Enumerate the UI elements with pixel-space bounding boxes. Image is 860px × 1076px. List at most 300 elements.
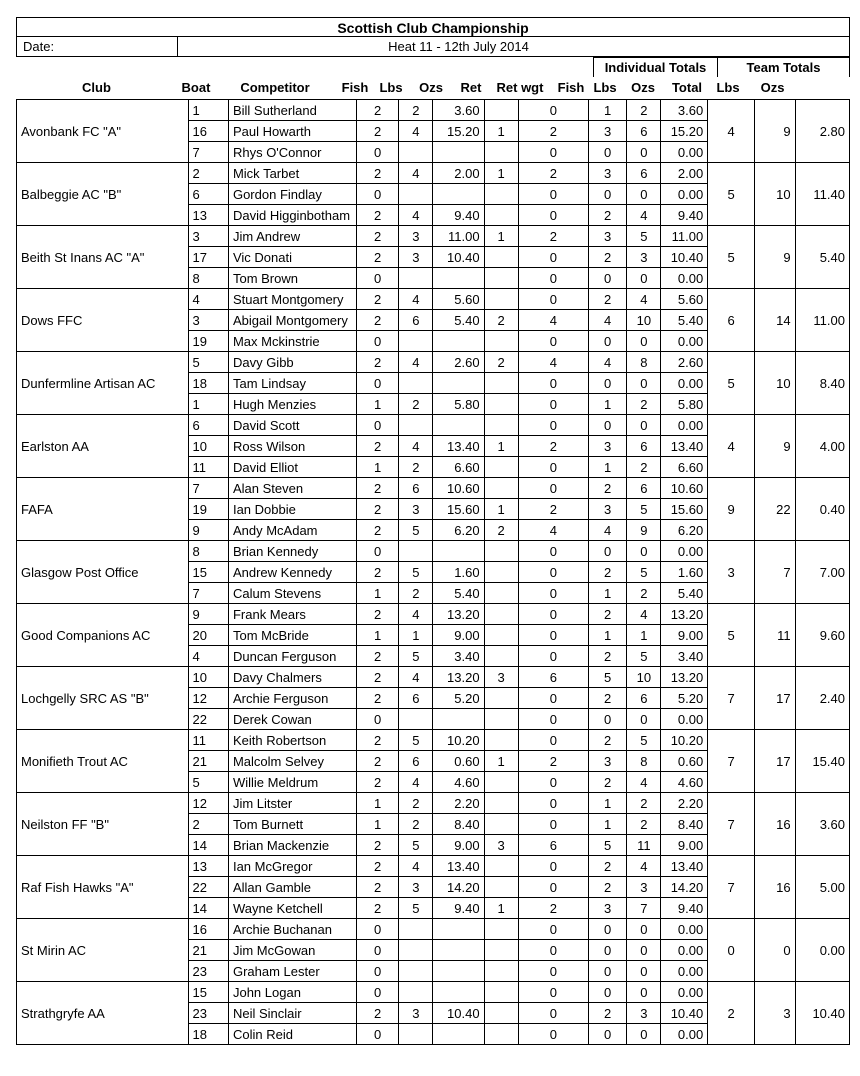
cell-fish: 0 bbox=[356, 331, 399, 352]
cell-lbs bbox=[399, 415, 433, 436]
cell-ind-lbs: 11 bbox=[627, 835, 661, 856]
cell-ind-lbs: 4 bbox=[627, 205, 661, 226]
cell-ind-fish: 3 bbox=[588, 898, 626, 919]
cell-competitor: David Higginbotham bbox=[228, 205, 356, 226]
cell-fish: 2 bbox=[356, 436, 399, 457]
cell-ind-fish: 2 bbox=[588, 646, 626, 667]
cell-boat: 13 bbox=[188, 205, 228, 226]
cell-lbs: 6 bbox=[399, 310, 433, 331]
table-row bbox=[17, 856, 850, 877]
cell-ind-lbs: 0 bbox=[627, 1024, 661, 1045]
cell-fish: 0 bbox=[356, 961, 399, 982]
cell-lbs bbox=[399, 142, 433, 163]
cell-lbs bbox=[399, 373, 433, 394]
cell-competitor: Andy McAdam bbox=[228, 520, 356, 541]
club-name: Earlston AA bbox=[17, 415, 189, 478]
cell-ret-wgt: 0 bbox=[518, 562, 588, 583]
cell-ind-ozs: 5.80 bbox=[661, 394, 708, 415]
cell-competitor: Tam Lindsay bbox=[228, 373, 356, 394]
club-name: Neilston FF "B" bbox=[17, 793, 189, 856]
cell-fish: 2 bbox=[356, 898, 399, 919]
cell-ret bbox=[484, 184, 518, 205]
cell-ind-ozs: 3.40 bbox=[661, 646, 708, 667]
cell-team-total: 4 bbox=[708, 100, 755, 163]
cell-team-total: 7 bbox=[708, 793, 755, 856]
cell-lbs: 2 bbox=[399, 100, 433, 121]
cell-ind-lbs: 6 bbox=[627, 163, 661, 184]
cell-ozs bbox=[433, 709, 484, 730]
cell-ind-ozs: 0.00 bbox=[661, 142, 708, 163]
cell-fish: 0 bbox=[356, 268, 399, 289]
cell-ret bbox=[484, 814, 518, 835]
cell-ind-ozs: 9.40 bbox=[661, 898, 708, 919]
cell-lbs bbox=[399, 982, 433, 1003]
cell-ind-fish: 1 bbox=[588, 100, 626, 121]
cell-boat: 7 bbox=[188, 142, 228, 163]
cell-fish: 0 bbox=[356, 1024, 399, 1045]
header-ind-lbs: Lbs bbox=[593, 80, 617, 95]
cell-ind-ozs: 2.20 bbox=[661, 793, 708, 814]
cell-ret-wgt: 0 bbox=[518, 709, 588, 730]
cell-ozs: 5.40 bbox=[433, 583, 484, 604]
cell-team-ozs: 5.40 bbox=[795, 226, 849, 289]
cell-fish: 2 bbox=[356, 520, 399, 541]
cell-competitor: Jim McGowan bbox=[228, 940, 356, 961]
cell-boat: 11 bbox=[188, 730, 228, 751]
cell-team-ozs: 3.60 bbox=[795, 793, 849, 856]
cell-team-lbs: 17 bbox=[755, 730, 795, 793]
cell-ret bbox=[484, 625, 518, 646]
cell-ind-ozs: 10.40 bbox=[661, 247, 708, 268]
cell-ind-ozs: 0.00 bbox=[661, 373, 708, 394]
cell-ret-wgt: 6 bbox=[518, 667, 588, 688]
cell-ozs: 9.00 bbox=[433, 835, 484, 856]
cell-ret-wgt: 4 bbox=[518, 310, 588, 331]
cell-competitor: Graham Lester bbox=[228, 961, 356, 982]
cell-ind-fish: 0 bbox=[588, 961, 626, 982]
cell-boat: 17 bbox=[188, 247, 228, 268]
cell-ret-wgt: 2 bbox=[518, 499, 588, 520]
header-ozs: Ozs bbox=[419, 80, 443, 95]
cell-ozs: 10.20 bbox=[433, 730, 484, 751]
cell-ind-fish: 2 bbox=[588, 562, 626, 583]
cell-team-total: 0 bbox=[708, 919, 755, 982]
table-row bbox=[17, 604, 850, 625]
cell-boat: 1 bbox=[188, 100, 228, 121]
cell-ret: 3 bbox=[484, 835, 518, 856]
cell-ind-fish: 2 bbox=[588, 604, 626, 625]
cell-ret-wgt: 0 bbox=[518, 646, 588, 667]
cell-competitor: Alan Steven bbox=[228, 478, 356, 499]
cell-fish: 1 bbox=[356, 793, 399, 814]
cell-ozs: 2.60 bbox=[433, 352, 484, 373]
cell-ret-wgt: 0 bbox=[518, 247, 588, 268]
cell-ind-fish: 3 bbox=[588, 751, 626, 772]
club-name: Avonbank FC "A" bbox=[17, 100, 189, 163]
cell-boat: 22 bbox=[188, 877, 228, 898]
cell-boat: 18 bbox=[188, 373, 228, 394]
cell-ret-wgt: 4 bbox=[518, 352, 588, 373]
header-fish: Fish bbox=[341, 80, 369, 95]
cell-ret-wgt: 0 bbox=[518, 373, 588, 394]
cell-competitor: Ross Wilson bbox=[228, 436, 356, 457]
cell-team-total: 4 bbox=[708, 415, 755, 478]
cell-ret-wgt: 0 bbox=[518, 793, 588, 814]
cell-ind-ozs: 0.00 bbox=[661, 982, 708, 1003]
cell-competitor: Jim Andrew bbox=[228, 226, 356, 247]
cell-lbs: 2 bbox=[399, 394, 433, 415]
cell-lbs: 2 bbox=[399, 457, 433, 478]
cell-ind-ozs: 6.60 bbox=[661, 457, 708, 478]
cell-ozs: 5.60 bbox=[433, 289, 484, 310]
cell-ind-lbs: 0 bbox=[627, 541, 661, 562]
cell-competitor: Mick Tarbet bbox=[228, 163, 356, 184]
cell-ind-fish: 0 bbox=[588, 268, 626, 289]
cell-competitor: Rhys O'Connor bbox=[228, 142, 356, 163]
table-row bbox=[17, 100, 850, 121]
cell-ret bbox=[484, 982, 518, 1003]
table-row bbox=[17, 730, 850, 751]
table-row bbox=[17, 415, 850, 436]
cell-ind-lbs: 3 bbox=[627, 247, 661, 268]
cell-lbs: 4 bbox=[399, 352, 433, 373]
cell-ret bbox=[484, 919, 518, 940]
cell-ret-wgt: 0 bbox=[518, 856, 588, 877]
cell-ozs bbox=[433, 184, 484, 205]
cell-ind-fish: 0 bbox=[588, 331, 626, 352]
cell-competitor: Colin Reid bbox=[228, 1024, 356, 1045]
cell-ozs: 4.60 bbox=[433, 772, 484, 793]
cell-ozs: 10.40 bbox=[433, 1003, 484, 1024]
cell-ind-fish: 5 bbox=[588, 667, 626, 688]
cell-ret bbox=[484, 289, 518, 310]
cell-fish: 2 bbox=[356, 226, 399, 247]
cell-ret bbox=[484, 940, 518, 961]
cell-ind-lbs: 10 bbox=[627, 310, 661, 331]
cell-ind-ozs: 0.00 bbox=[661, 184, 708, 205]
cell-team-total: 7 bbox=[708, 856, 755, 919]
cell-ret bbox=[484, 100, 518, 121]
cell-team-lbs: 11 bbox=[755, 604, 795, 667]
cell-ind-fish: 4 bbox=[588, 352, 626, 373]
cell-ind-lbs: 0 bbox=[627, 268, 661, 289]
cell-ozs: 5.80 bbox=[433, 394, 484, 415]
cell-ozs: 10.40 bbox=[433, 247, 484, 268]
cell-ind-ozs: 14.20 bbox=[661, 877, 708, 898]
cell-lbs: 4 bbox=[399, 856, 433, 877]
cell-team-lbs: 0 bbox=[755, 919, 795, 982]
cell-ret bbox=[484, 142, 518, 163]
cell-lbs: 3 bbox=[399, 877, 433, 898]
cell-ind-fish: 0 bbox=[588, 541, 626, 562]
cell-ret-wgt: 0 bbox=[518, 331, 588, 352]
cell-ozs: 0.60 bbox=[433, 751, 484, 772]
cell-ind-fish: 3 bbox=[588, 163, 626, 184]
cell-ret bbox=[484, 1024, 518, 1045]
table-row bbox=[17, 352, 850, 373]
cell-ind-ozs: 0.00 bbox=[661, 709, 708, 730]
cell-competitor: Bill Sutherland bbox=[228, 100, 356, 121]
cell-team-total: 7 bbox=[708, 730, 755, 793]
results-sheet bbox=[16, 17, 850, 1045]
cell-team-total: 2 bbox=[708, 982, 755, 1045]
cell-team-ozs: 8.40 bbox=[795, 352, 849, 415]
cell-ozs: 5.40 bbox=[433, 310, 484, 331]
cell-team-ozs: 0.00 bbox=[795, 919, 849, 982]
cell-ind-lbs: 9 bbox=[627, 520, 661, 541]
cell-ind-fish: 2 bbox=[588, 730, 626, 751]
cell-ind-fish: 0 bbox=[588, 415, 626, 436]
cell-ind-fish: 4 bbox=[588, 310, 626, 331]
cell-ret-wgt: 0 bbox=[518, 268, 588, 289]
cell-boat: 16 bbox=[188, 919, 228, 940]
cell-fish: 2 bbox=[356, 100, 399, 121]
cell-ind-lbs: 6 bbox=[627, 478, 661, 499]
cell-ozs bbox=[433, 1024, 484, 1045]
header-ret-wgt: Ret wgt bbox=[496, 80, 544, 95]
cell-competitor: Tom Burnett bbox=[228, 814, 356, 835]
club-name: Lochgelly SRC AS "B" bbox=[17, 667, 189, 730]
cell-boat: 12 bbox=[188, 688, 228, 709]
cell-boat: 23 bbox=[188, 961, 228, 982]
cell-fish: 0 bbox=[356, 541, 399, 562]
cell-lbs bbox=[399, 1024, 433, 1045]
cell-boat: 4 bbox=[188, 646, 228, 667]
cell-ret-wgt: 6 bbox=[518, 835, 588, 856]
table-row bbox=[17, 478, 850, 499]
cell-fish: 2 bbox=[356, 772, 399, 793]
cell-competitor: Hugh Menzies bbox=[228, 394, 356, 415]
cell-team-ozs: 10.40 bbox=[795, 982, 849, 1045]
cell-ind-lbs: 2 bbox=[627, 814, 661, 835]
cell-fish: 0 bbox=[356, 982, 399, 1003]
cell-ozs: 13.40 bbox=[433, 436, 484, 457]
cell-ret-wgt: 0 bbox=[518, 961, 588, 982]
cell-fish: 2 bbox=[356, 877, 399, 898]
header-boat: Boat bbox=[181, 80, 211, 95]
header-ind-fish: Fish bbox=[557, 80, 585, 95]
cell-boat: 4 bbox=[188, 289, 228, 310]
cell-competitor: Calum Stevens bbox=[228, 583, 356, 604]
cell-fish: 2 bbox=[356, 730, 399, 751]
cell-fish: 0 bbox=[356, 142, 399, 163]
cell-lbs bbox=[399, 331, 433, 352]
cell-team-ozs: 11.00 bbox=[795, 289, 849, 352]
cell-competitor: Max Mckinstrie bbox=[228, 331, 356, 352]
cell-competitor: Frank Mears bbox=[228, 604, 356, 625]
cell-lbs bbox=[399, 541, 433, 562]
cell-ozs bbox=[433, 268, 484, 289]
cell-ind-ozs: 0.00 bbox=[661, 331, 708, 352]
cell-team-ozs: 15.40 bbox=[795, 730, 849, 793]
cell-ind-lbs: 8 bbox=[627, 352, 661, 373]
cell-ozs: 9.40 bbox=[433, 205, 484, 226]
cell-ind-ozs: 1.60 bbox=[661, 562, 708, 583]
table-row bbox=[17, 541, 850, 562]
cell-ret bbox=[484, 247, 518, 268]
cell-ind-ozs: 0.00 bbox=[661, 919, 708, 940]
cell-ind-lbs: 0 bbox=[627, 373, 661, 394]
cell-ind-ozs: 0.60 bbox=[661, 751, 708, 772]
cell-lbs: 2 bbox=[399, 814, 433, 835]
cell-ind-ozs: 0.00 bbox=[661, 1024, 708, 1045]
cell-ind-lbs: 0 bbox=[627, 142, 661, 163]
cell-ind-lbs: 3 bbox=[627, 1003, 661, 1024]
cell-lbs: 2 bbox=[399, 793, 433, 814]
cell-ret-wgt: 0 bbox=[518, 205, 588, 226]
cell-ozs bbox=[433, 919, 484, 940]
cell-ozs: 13.40 bbox=[433, 856, 484, 877]
cell-ret-wgt: 4 bbox=[518, 520, 588, 541]
cell-ind-ozs: 13.40 bbox=[661, 856, 708, 877]
cell-boat: 3 bbox=[188, 226, 228, 247]
cell-ind-ozs: 15.60 bbox=[661, 499, 708, 520]
cell-ret-wgt: 0 bbox=[518, 289, 588, 310]
cell-ret: 1 bbox=[484, 751, 518, 772]
cell-ind-ozs: 0.00 bbox=[661, 541, 708, 562]
cell-ret: 1 bbox=[484, 898, 518, 919]
club-name: Glasgow Post Office bbox=[17, 541, 189, 604]
header-team-lbs: Lbs bbox=[716, 80, 740, 95]
cell-ret: 1 bbox=[484, 163, 518, 184]
cell-lbs: 4 bbox=[399, 436, 433, 457]
cell-boat: 22 bbox=[188, 709, 228, 730]
cell-boat: 12 bbox=[188, 793, 228, 814]
cell-ind-lbs: 4 bbox=[627, 772, 661, 793]
cell-boat: 10 bbox=[188, 667, 228, 688]
cell-competitor: Wayne Ketchell bbox=[228, 898, 356, 919]
cell-ret-wgt: 2 bbox=[518, 436, 588, 457]
cell-ozs bbox=[433, 373, 484, 394]
cell-boat: 15 bbox=[188, 562, 228, 583]
table-row bbox=[17, 667, 850, 688]
cell-team-total: 3 bbox=[708, 541, 755, 604]
cell-lbs: 3 bbox=[399, 226, 433, 247]
cell-lbs: 4 bbox=[399, 163, 433, 184]
cell-fish: 2 bbox=[356, 856, 399, 877]
cell-competitor: Allan Gamble bbox=[228, 877, 356, 898]
cell-ret: 1 bbox=[484, 436, 518, 457]
cell-lbs: 6 bbox=[399, 751, 433, 772]
cell-ind-fish: 3 bbox=[588, 226, 626, 247]
cell-ind-ozs: 11.00 bbox=[661, 226, 708, 247]
table-row bbox=[17, 919, 850, 940]
cell-boat: 11 bbox=[188, 457, 228, 478]
cell-ind-lbs: 6 bbox=[627, 436, 661, 457]
cell-fish: 2 bbox=[356, 247, 399, 268]
cell-ind-lbs: 2 bbox=[627, 457, 661, 478]
cell-lbs bbox=[399, 961, 433, 982]
cell-ozs: 15.60 bbox=[433, 499, 484, 520]
cell-team-ozs: 2.80 bbox=[795, 100, 849, 163]
cell-boat: 7 bbox=[188, 583, 228, 604]
cell-ind-ozs: 9.00 bbox=[661, 625, 708, 646]
cell-boat: 9 bbox=[188, 520, 228, 541]
cell-competitor: Gordon Findlay bbox=[228, 184, 356, 205]
cell-ret: 1 bbox=[484, 226, 518, 247]
cell-lbs: 2 bbox=[399, 583, 433, 604]
cell-ret: 1 bbox=[484, 121, 518, 142]
cell-fish: 2 bbox=[356, 604, 399, 625]
cell-lbs bbox=[399, 919, 433, 940]
cell-lbs: 4 bbox=[399, 667, 433, 688]
cell-ind-lbs: 2 bbox=[627, 583, 661, 604]
cell-ret-wgt: 0 bbox=[518, 919, 588, 940]
header-lbs: Lbs bbox=[379, 80, 403, 95]
cell-boat: 18 bbox=[188, 1024, 228, 1045]
cell-ozs bbox=[433, 961, 484, 982]
cell-ret-wgt: 0 bbox=[518, 394, 588, 415]
cell-ret bbox=[484, 268, 518, 289]
cell-competitor: Vic Donati bbox=[228, 247, 356, 268]
cell-ind-lbs: 8 bbox=[627, 751, 661, 772]
cell-lbs: 5 bbox=[399, 562, 433, 583]
cell-team-ozs: 5.00 bbox=[795, 856, 849, 919]
cell-team-lbs: 7 bbox=[755, 541, 795, 604]
cell-ind-fish: 1 bbox=[588, 793, 626, 814]
cell-ind-ozs: 5.40 bbox=[661, 310, 708, 331]
cell-competitor: Davy Chalmers bbox=[228, 667, 356, 688]
table-row bbox=[17, 163, 850, 184]
cell-ind-fish: 0 bbox=[588, 1024, 626, 1045]
cell-ind-ozs: 10.20 bbox=[661, 730, 708, 751]
cell-boat: 21 bbox=[188, 940, 228, 961]
cell-ind-fish: 0 bbox=[588, 142, 626, 163]
club-name: Dows FFC bbox=[17, 289, 189, 352]
cell-ret bbox=[484, 457, 518, 478]
cell-ind-fish: 2 bbox=[588, 1003, 626, 1024]
cell-ind-fish: 5 bbox=[588, 835, 626, 856]
cell-boat: 20 bbox=[188, 625, 228, 646]
cell-ind-fish: 2 bbox=[588, 772, 626, 793]
heat-label: Heat 11 - 12th July 2014 bbox=[388, 39, 529, 54]
table-row bbox=[17, 982, 850, 1003]
cell-ind-fish: 3 bbox=[588, 121, 626, 142]
cell-team-lbs: 22 bbox=[755, 478, 795, 541]
cell-ind-fish: 3 bbox=[588, 499, 626, 520]
cell-ind-ozs: 6.20 bbox=[661, 520, 708, 541]
cell-ret-wgt: 0 bbox=[518, 478, 588, 499]
cell-ind-ozs: 2.00 bbox=[661, 163, 708, 184]
cell-fish: 2 bbox=[356, 310, 399, 331]
cell-fish: 0 bbox=[356, 373, 399, 394]
cell-ret: 3 bbox=[484, 667, 518, 688]
cell-ind-lbs: 0 bbox=[627, 709, 661, 730]
cell-ret-wgt: 0 bbox=[518, 457, 588, 478]
cell-ret-wgt: 0 bbox=[518, 940, 588, 961]
cell-ozs: 13.20 bbox=[433, 604, 484, 625]
cell-ret bbox=[484, 604, 518, 625]
cell-ind-lbs: 1 bbox=[627, 625, 661, 646]
cell-ozs bbox=[433, 982, 484, 1003]
individual-totals-header: Individual Totals bbox=[593, 57, 717, 77]
cell-ind-lbs: 5 bbox=[627, 226, 661, 247]
cell-ozs bbox=[433, 940, 484, 961]
cell-boat: 8 bbox=[188, 268, 228, 289]
cell-ozs: 10.60 bbox=[433, 478, 484, 499]
cell-ret bbox=[484, 961, 518, 982]
cell-ind-lbs: 4 bbox=[627, 604, 661, 625]
cell-lbs: 3 bbox=[399, 247, 433, 268]
cell-ind-lbs: 6 bbox=[627, 121, 661, 142]
cell-boat: 8 bbox=[188, 541, 228, 562]
cell-lbs: 5 bbox=[399, 646, 433, 667]
cell-team-ozs: 9.60 bbox=[795, 604, 849, 667]
cell-ind-fish: 1 bbox=[588, 814, 626, 835]
cell-boat: 16 bbox=[188, 121, 228, 142]
cell-ind-fish: 2 bbox=[588, 289, 626, 310]
cell-ind-ozs: 0.00 bbox=[661, 415, 708, 436]
